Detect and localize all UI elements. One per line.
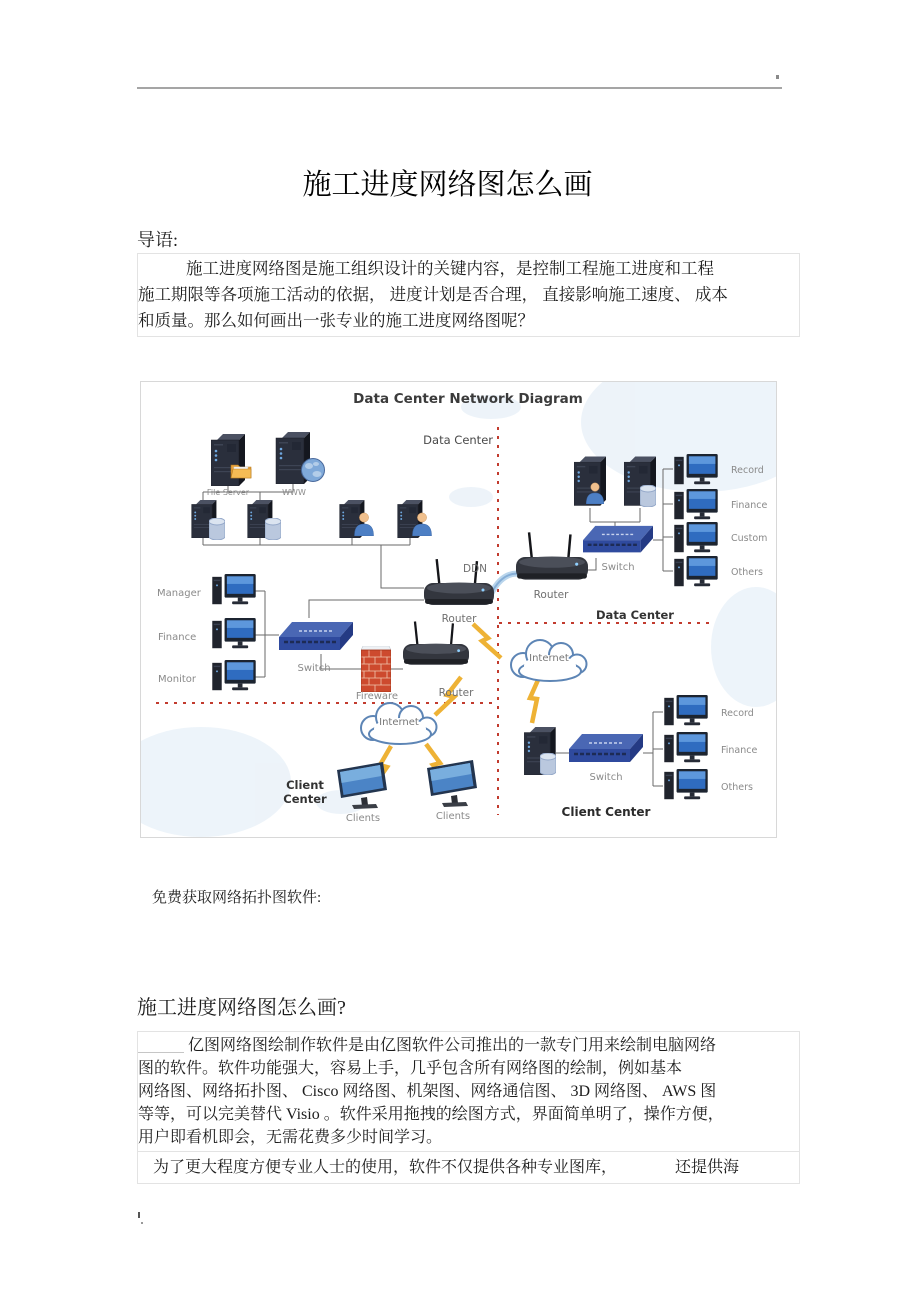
- diagram-label-others-2: Others: [721, 782, 753, 793]
- globe-icon: [302, 459, 325, 482]
- stray-mark-bottom-dot: [141, 1222, 143, 1224]
- page-title: 施工进度网络图怎么画: [302, 169, 593, 201]
- text-line: 亿图网络图绘制作软件是由亿图软件公司推出的一款专门用来绘制电脑网络: [188, 1037, 717, 1054]
- switch-icon-right-top: [583, 526, 653, 552]
- diagram-label-finance-2: Finance: [721, 745, 758, 756]
- workstation-icon-finance: [664, 732, 707, 762]
- text-line: 图的软件。软件功能强大，容易上手，几乎包含所有网络图的绘制，例如基本: [138, 1060, 683, 1077]
- section-heading: 施工进度网络图怎么画?: [137, 997, 346, 1019]
- closing-paragraph: [137, 1151, 800, 1184]
- paragraph3-part2: 还提供海: [675, 1159, 740, 1176]
- stray-mark-top: [776, 75, 779, 79]
- text-line: 网络图、网络拓扑图、 Cisco 网络图、机架图、网络通信图、 3D 网络图、 AWS 图: [138, 1083, 717, 1100]
- diagram-label-ddn: DDN: [463, 563, 488, 575]
- diagram-label-router-right-top: Router: [533, 589, 569, 601]
- database-cylinder-icon: [265, 518, 281, 540]
- network-diagram-image: [140, 381, 777, 838]
- stray-mark-bottom: [138, 1212, 140, 1218]
- diagram-label-router-2: Router: [438, 687, 474, 699]
- diagram-label-fireware: Fireware: [355, 691, 399, 702]
- folder-icon: [231, 465, 251, 478]
- workstation-icon-custom: [674, 522, 717, 552]
- database-cylinder-icon: [209, 518, 225, 540]
- lightning-bolt: [530, 680, 538, 723]
- text-line: 等等，可以完美替代 Visio 。软件采用拖拽的绘图方式，界面简单明了，操作方便，: [138, 1106, 724, 1123]
- diagram-label-switch-left: Switch: [297, 663, 331, 674]
- database-cylinder-icon: [640, 485, 656, 507]
- diagram-label-clients-2: Clients: [435, 811, 471, 822]
- diagram-label-finance-1: Finance: [731, 500, 768, 511]
- workstation-icon-manager: [212, 574, 255, 604]
- body-paragraph: [137, 1031, 800, 1152]
- workstation-icon-finance: [212, 618, 255, 648]
- diagram-label-clients-1: Clients: [345, 813, 381, 824]
- diagram-label-region-client-center-bottom: Client Center: [561, 805, 651, 819]
- diagram-label-manager: Manager: [157, 588, 201, 599]
- text-line: [138, 1154, 795, 1181]
- router-icon-right: [516, 532, 588, 579]
- diagram-label-others-1: Others: [731, 567, 763, 578]
- diagram-label-record-1: Record: [731, 465, 764, 476]
- diagram-label-region-data-center-bold: Data Center: [596, 608, 674, 622]
- diagram-label-www: WWW: [282, 488, 306, 497]
- text-line: 施工进度网络图是施工组织设计的关键内容，是控制工程施工进度和工程: [186, 259, 714, 278]
- diagram-label-router-ddn: Router: [441, 613, 477, 625]
- workstation-icon-others: [674, 556, 717, 586]
- diagram-label-monitor-left: Monitor: [158, 674, 197, 685]
- router-icon-2: [403, 621, 469, 664]
- firewall-icon: [361, 646, 391, 692]
- header-rule: [137, 87, 782, 89]
- text-line: 施工期限等各项施工活动的依据， 进度计划是否合理， 直接影响施工速度、 成本: [138, 285, 728, 304]
- diagram-label-file-server: File Server: [206, 488, 250, 497]
- diagram-label-internet-right: Internet: [529, 653, 569, 664]
- lightning-bolt: [473, 624, 501, 658]
- client-monitor-icon: [427, 760, 477, 807]
- intro-paragraph: [137, 253, 800, 337]
- text-line: 用户即看机即会，无需花费多少时间学习。: [138, 1129, 443, 1146]
- workstation-icon-record: [664, 695, 707, 725]
- paragraph3-part1: 为了更大程度方便专业人士的使用，软件不仅提供各种专业图库，: [153, 1159, 618, 1176]
- database-cylinder-icon: [540, 753, 556, 775]
- switch-icon-right-bottom: [569, 734, 643, 762]
- diagram-label-internet-left: Internet: [379, 717, 419, 728]
- diagram-label-diagram-title: Data Center Network Diagram: [353, 391, 583, 407]
- diagram-label-switch-right-bottom: Switch: [589, 772, 623, 783]
- switch-icon-left: [279, 622, 353, 650]
- diagram-label-switch-right-top: Switch: [601, 562, 635, 573]
- wireless-link: [491, 574, 521, 594]
- intro-label: 导语:: [137, 230, 179, 250]
- workstation-icon-finance: [674, 489, 717, 519]
- text-line: 和质量。那么如何画出一张专业的施工进度网络图呢？: [138, 311, 534, 330]
- diagram-label-finance-left: Finance: [158, 632, 197, 643]
- diagram-label-center-word: Center: [283, 792, 327, 806]
- workstation-icon-others: [664, 769, 707, 799]
- workstation-icon-monitor: [212, 660, 255, 690]
- diagram-label-region-data-center-top: Data Center: [423, 433, 493, 447]
- data-center-network-diagram: [141, 382, 776, 837]
- free-software-line: 免费获取网络拓扑图软件:: [152, 890, 322, 906]
- diagram-label-record-2: Record: [721, 708, 754, 719]
- diagram-label-custom-1: Custom: [731, 533, 768, 544]
- diagram-label-client-word: Client: [286, 778, 324, 792]
